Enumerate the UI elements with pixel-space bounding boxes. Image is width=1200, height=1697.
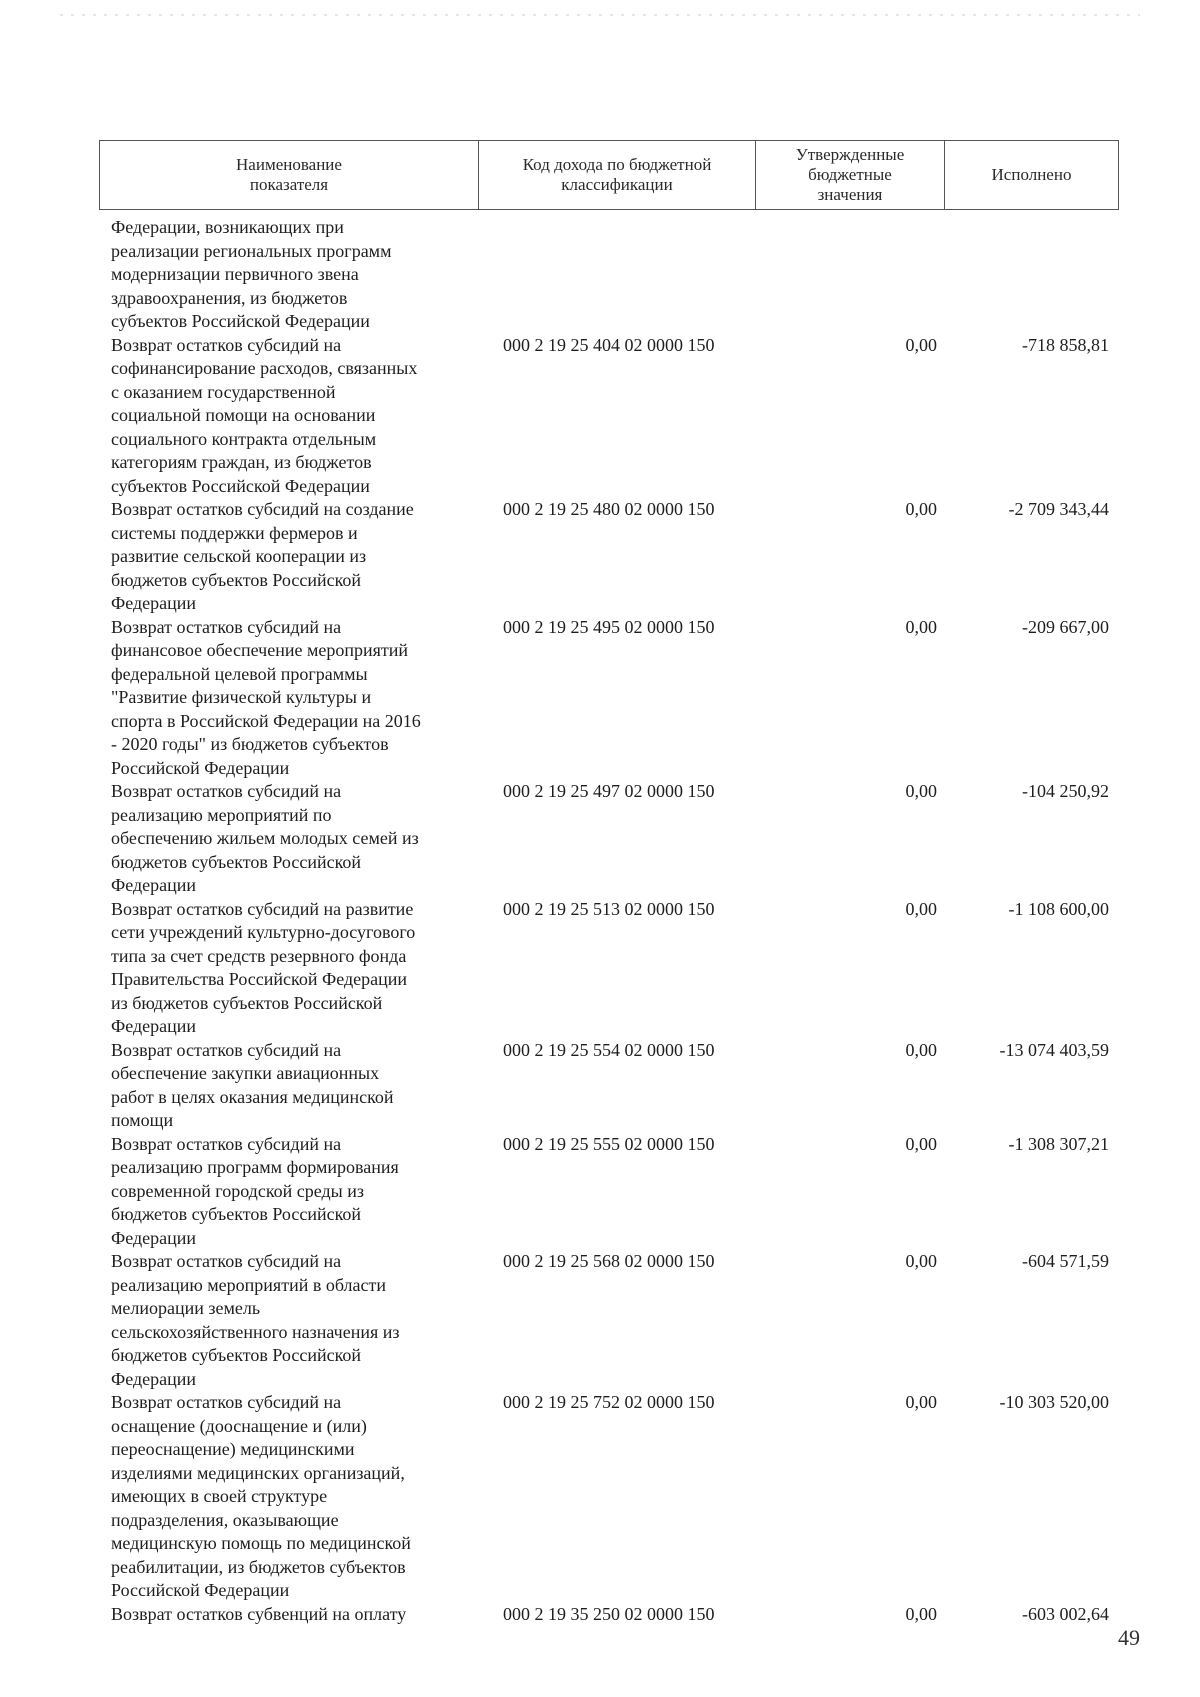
row-code: 000 2 19 25 404 02 0000 150	[503, 334, 715, 355]
table-row	[111, 780, 1121, 898]
table-row	[111, 216, 1121, 334]
row-name: Возврат остатков субвенций на оплату	[111, 1603, 407, 1624]
row-name: Возврат остатков субсидий на создание системы поддержки фермеров и развитие сельской кооперации из бюджетов субъектов Российской Федерации	[111, 499, 414, 613]
row-approved: 0,00	[905, 1603, 937, 1624]
row-name: Федерации, возникающих при реализации региональных программ модернизации первичного звена здравоохранения, из бюджетов субъектов Российской Федерации	[111, 217, 392, 331]
row-name: Возврат остатков субсидий на финансовое обеспечение мероприятий федеральной целевой программы "Развитие физической культуры и спорта в Российской Федерации на 2016 - 2020 годы" из бюджетов субъектов Российской Федерации	[111, 616, 421, 778]
row-approved: 0,00	[905, 616, 937, 637]
page-number: 49	[1118, 1625, 1140, 1650]
row-approved: 0,00	[905, 898, 937, 919]
row-executed: -1 308 307,21	[1008, 1133, 1109, 1154]
row-code: 000 2 19 25 513 02 0000 150	[503, 898, 715, 919]
row-approved: 0,00	[905, 499, 937, 519]
table-row	[111, 1039, 1121, 1133]
table-row	[111, 616, 1121, 781]
row-code: 000 2 19 25 555 02 0000 150	[503, 1133, 715, 1154]
row-code: 000 2 19 25 752 02 0000 150	[503, 1392, 715, 1412]
row-code: 000 2 19 25 495 02 0000 150	[503, 616, 715, 637]
row-approved: 0,00	[905, 334, 937, 355]
row-approved: 0,00	[905, 781, 937, 801]
row-code: 000 2 19 25 554 02 0000 150	[503, 1039, 715, 1060]
table-row	[111, 1250, 1121, 1391]
row-executed: -604 571,59	[1022, 1251, 1109, 1271]
row-code: 000 2 19 25 568 02 0000 150	[503, 1251, 715, 1271]
header-code: Код дохода по бюджетной классификации	[479, 141, 756, 209]
row-name: Возврат остатков субсидий на реализацию программ формирования современной городской среды из бюджетов субъектов Российской Федерации	[111, 1133, 399, 1248]
row-code: 000 2 19 25 480 02 0000 150	[503, 499, 715, 519]
row-approved: 0,00	[905, 1039, 937, 1060]
header-executed: Исполнено	[991, 165, 1072, 184]
table-row	[111, 1391, 1121, 1603]
row-executed: -718 858,81	[1022, 334, 1109, 355]
scan-artifact	[60, 14, 1140, 16]
table-header	[99, 140, 1119, 210]
table-row	[111, 1133, 1121, 1251]
row-executed: -2 709 343,44	[1008, 499, 1109, 519]
row-approved: 0,00	[905, 1251, 937, 1271]
row-approved: 0,00	[905, 1392, 937, 1412]
row-executed: -209 667,00	[1022, 616, 1109, 637]
row-code: 000 2 19 35 250 02 0000 150	[503, 1603, 715, 1624]
row-executed: -1 108 600,00	[1008, 898, 1109, 919]
row-executed: -10 303 520,00	[999, 1392, 1109, 1412]
row-executed: -104 250,92	[1022, 781, 1109, 801]
row-executed: -603 002,64	[1022, 1603, 1109, 1624]
row-approved: 0,00	[905, 1133, 937, 1154]
table-body	[111, 216, 1121, 1626]
table-row	[111, 1603, 1121, 1627]
row-code: 000 2 19 25 497 02 0000 150	[503, 781, 715, 801]
row-name: Возврат остатков субсидий на развитие сети учреждений культурно-досугового типа за счет средств резервного фонда Правительства Российской Федерации из бюджетов субъектов Российской Федерации	[111, 898, 416, 1036]
row-name: Возврат остатков субсидий на обеспечение закупки авиационных работ в целях оказания медицинской помощи	[111, 1039, 394, 1130]
header-name: Наименование показателя	[100, 141, 479, 209]
table-row	[111, 898, 1121, 1039]
row-executed: -13 074 403,59	[999, 1039, 1109, 1060]
header-approved: Утвержденные бюджетные значения	[756, 141, 945, 209]
row-name: Возврат остатков субсидий на реализацию мероприятий в области мелиорации земель сельскохозяйственного назначения из бюджетов субъектов Российской Федерации	[111, 1251, 400, 1389]
row-name: Возврат остатков субсидий на софинансирование расходов, связанных с оказанием государственной социальной помощи на основании социального контракта отдельным категориям граждан, из бюджетов субъектов Российской Федерации	[111, 334, 418, 496]
row-name: Возврат остатков субсидий на реализацию мероприятий по обеспечению жильем молодых семей из бюджетов субъектов Российской Федерации	[111, 781, 419, 895]
row-name: Возврат остатков субсидий на оснащение (дооснащение и (или) переоснащение) медицинскими изделиями медицинских организаций, имеющих в своей структуре подразделения, оказывающие медицинскую помощь по медицинской реабилитации, из бюджетов субъектов Российской Федерации	[111, 1392, 411, 1600]
table-row	[111, 498, 1121, 616]
table-row	[111, 334, 1121, 499]
